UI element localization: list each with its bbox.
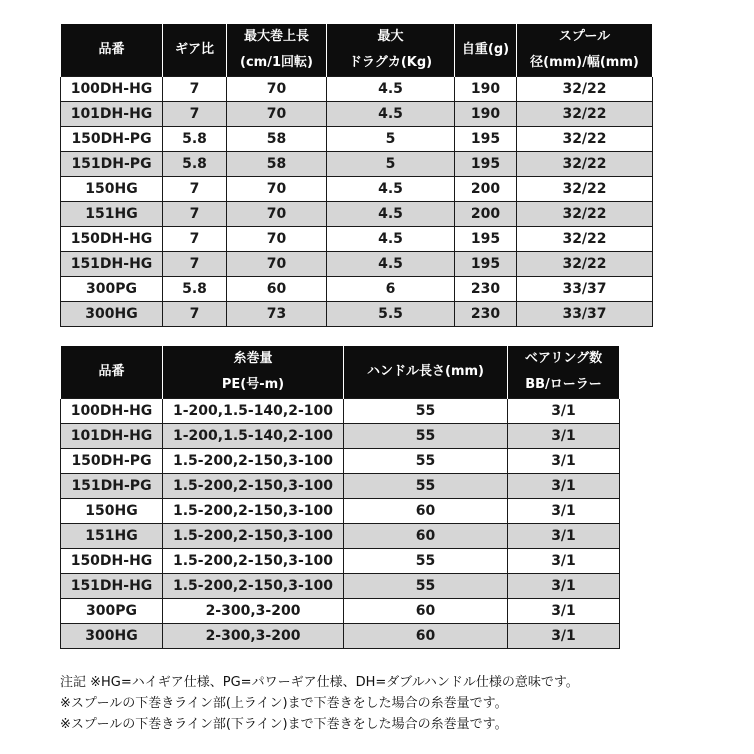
table-cell: 70 (227, 202, 327, 227)
table-cell: 70 (227, 252, 327, 277)
header-model-number: 品番 (61, 346, 163, 399)
table-row (61, 227, 653, 252)
table-row (61, 252, 653, 277)
table-cell: 32/22 (517, 152, 653, 177)
table-cell: 5.8 (163, 127, 227, 152)
header-max-drag: 最大 ドラグカ(Kg) (327, 24, 455, 77)
table-cell: 32/22 (517, 77, 653, 102)
table-cell: 32/22 (517, 202, 653, 227)
note-line: ※スプールの下巻きライン部(下ライン)まで下巻きをした場合の糸巻量です。 (60, 717, 508, 732)
table-cell: 151DH-PG (61, 152, 163, 177)
table-row (61, 499, 620, 524)
table-cell: 2-300,3-200 (163, 624, 344, 649)
table-row (61, 524, 620, 549)
table-cell: 100DH-HG (61, 399, 163, 424)
table-cell: 60 (344, 624, 508, 649)
table-cell: 1.5-200,2-150,3-100 (163, 499, 344, 524)
table-cell: 300PG (61, 599, 163, 624)
table-cell: 55 (344, 399, 508, 424)
table-cell: 55 (344, 549, 508, 574)
table-cell: 300HG (61, 302, 163, 327)
table-cell: 150DH-PG (61, 449, 163, 474)
table-cell: 1.5-200,2-150,3-100 (163, 474, 344, 499)
table-cell: 32/22 (517, 102, 653, 127)
note-line: 注記 ※HG=ハイギア仕様、PG=パワーギア仕様、DH=ダブルハンドル仕様の意味です。 (60, 675, 579, 690)
table-cell: 3/1 (508, 499, 620, 524)
table-cell: 70 (227, 177, 327, 202)
table-header-row (61, 24, 653, 77)
table-cell: 7 (163, 227, 227, 252)
table-cell: 3/1 (508, 524, 620, 549)
table-cell: 101DH-HG (61, 102, 163, 127)
table-cell: 151HG (61, 202, 163, 227)
table-cell: 2-300,3-200 (163, 599, 344, 624)
table-cell: 7 (163, 77, 227, 102)
table-row (61, 152, 653, 177)
table-cell: 4.5 (327, 77, 455, 102)
table-cell: 150HG (61, 499, 163, 524)
table-cell: 3/1 (508, 549, 620, 574)
table-row (61, 127, 653, 152)
table-row (61, 599, 620, 624)
table-cell: 5 (327, 152, 455, 177)
table-cell: 4.5 (327, 252, 455, 277)
table-cell: 3/1 (508, 474, 620, 499)
table-cell: 32/22 (517, 252, 653, 277)
table-cell: 195 (455, 152, 517, 177)
table-cell: 5 (327, 127, 455, 152)
spec-table-line (60, 346, 620, 649)
table-row (61, 277, 653, 302)
table-cell: 70 (227, 77, 327, 102)
table-cell: 200 (455, 177, 517, 202)
table-cell: 195 (455, 127, 517, 152)
table-cell: 230 (455, 277, 517, 302)
table-cell: 55 (344, 474, 508, 499)
table-cell: 100DH-HG (61, 77, 163, 102)
table-cell: 300HG (61, 624, 163, 649)
table-cell: 4.5 (327, 202, 455, 227)
table-cell: 1.5-200,2-150,3-100 (163, 449, 344, 474)
table-cell: 7 (163, 177, 227, 202)
table-cell: 55 (344, 449, 508, 474)
table-cell: 60 (344, 499, 508, 524)
table-row (61, 202, 653, 227)
table-cell: 7 (163, 252, 227, 277)
notes-block (60, 672, 740, 735)
header-line-capacity: 糸巻量 PE(号-m) (163, 346, 344, 399)
header-handle-length: ハンドル長さ(mm) (344, 346, 508, 399)
table-cell: 151HG (61, 524, 163, 549)
table-cell: 230 (455, 302, 517, 327)
table-cell: 3/1 (508, 449, 620, 474)
table-cell: 32/22 (517, 227, 653, 252)
table-cell: 151DH-HG (61, 574, 163, 599)
table-cell: 5.8 (163, 152, 227, 177)
table-cell: 1.5-200,2-150,3-100 (163, 524, 344, 549)
table-cell: 70 (227, 227, 327, 252)
table-row (61, 302, 653, 327)
table-cell: 58 (227, 127, 327, 152)
table-cell: 55 (344, 424, 508, 449)
table-cell: 195 (455, 227, 517, 252)
table-cell: 150DH-PG (61, 127, 163, 152)
table-cell: 5.5 (327, 302, 455, 327)
table-row (61, 177, 653, 202)
header-spool: スプール 径(mm)/幅(mm) (517, 24, 653, 77)
table-cell: 70 (227, 102, 327, 127)
header-bearings: ベアリング数 BB/ローラー (508, 346, 620, 399)
table-row (61, 102, 653, 127)
table-row (61, 549, 620, 574)
table-cell: 151DH-HG (61, 252, 163, 277)
table-cell: 190 (455, 77, 517, 102)
table-cell: 3/1 (508, 399, 620, 424)
table-cell: 33/37 (517, 277, 653, 302)
table-cell: 151DH-PG (61, 474, 163, 499)
table-cell: 150DH-HG (61, 549, 163, 574)
table-cell: 1-200,1.5-140,2-100 (163, 424, 344, 449)
table-cell: 58 (227, 152, 327, 177)
table-cell: 1-200,1.5-140,2-100 (163, 399, 344, 424)
table-cell: 3/1 (508, 599, 620, 624)
table-cell: 32/22 (517, 127, 653, 152)
table-row (61, 574, 620, 599)
table-cell: 60 (227, 277, 327, 302)
table-cell: 3/1 (508, 624, 620, 649)
table-cell: 300PG (61, 277, 163, 302)
table-cell: 200 (455, 202, 517, 227)
table-cell: 7 (163, 202, 227, 227)
header-model-number: 品番 (61, 24, 163, 77)
table-cell: 3/1 (508, 424, 620, 449)
spec-table-gear (60, 24, 653, 327)
table-cell: 190 (455, 102, 517, 127)
table-header-row (61, 346, 620, 399)
header-gear-ratio: ギア比 (163, 24, 227, 77)
table-cell: 1.5-200,2-150,3-100 (163, 574, 344, 599)
note-line: ※スプールの下巻きライン部(上ライン)まで下巻きをした場合の糸巻量です。 (60, 696, 508, 711)
table-cell: 55 (344, 574, 508, 599)
table-cell: 73 (227, 302, 327, 327)
table-cell: 3/1 (508, 574, 620, 599)
table-cell: 7 (163, 302, 227, 327)
table-row (61, 474, 620, 499)
table-cell: 195 (455, 252, 517, 277)
table-cell: 33/37 (517, 302, 653, 327)
header-max-retrieve: 最大巻上長 (cm/1回転) (227, 24, 327, 77)
table-cell: 5.8 (163, 277, 227, 302)
table-cell: 4.5 (327, 227, 455, 252)
table-cell: 32/22 (517, 177, 653, 202)
table-cell: 150DH-HG (61, 227, 163, 252)
table-cell: 1.5-200,2-150,3-100 (163, 549, 344, 574)
table-cell: 150HG (61, 177, 163, 202)
table-cell: 4.5 (327, 177, 455, 202)
table-row (61, 399, 620, 424)
table-row (61, 424, 620, 449)
table-cell: 7 (163, 102, 227, 127)
table-row (61, 449, 620, 474)
table-cell: 60 (344, 524, 508, 549)
table-cell: 101DH-HG (61, 424, 163, 449)
table-cell: 6 (327, 277, 455, 302)
header-weight: 自重(g) (455, 24, 517, 77)
table-cell: 60 (344, 599, 508, 624)
table-row (61, 624, 620, 649)
table-row (61, 77, 653, 102)
table-cell: 4.5 (327, 102, 455, 127)
